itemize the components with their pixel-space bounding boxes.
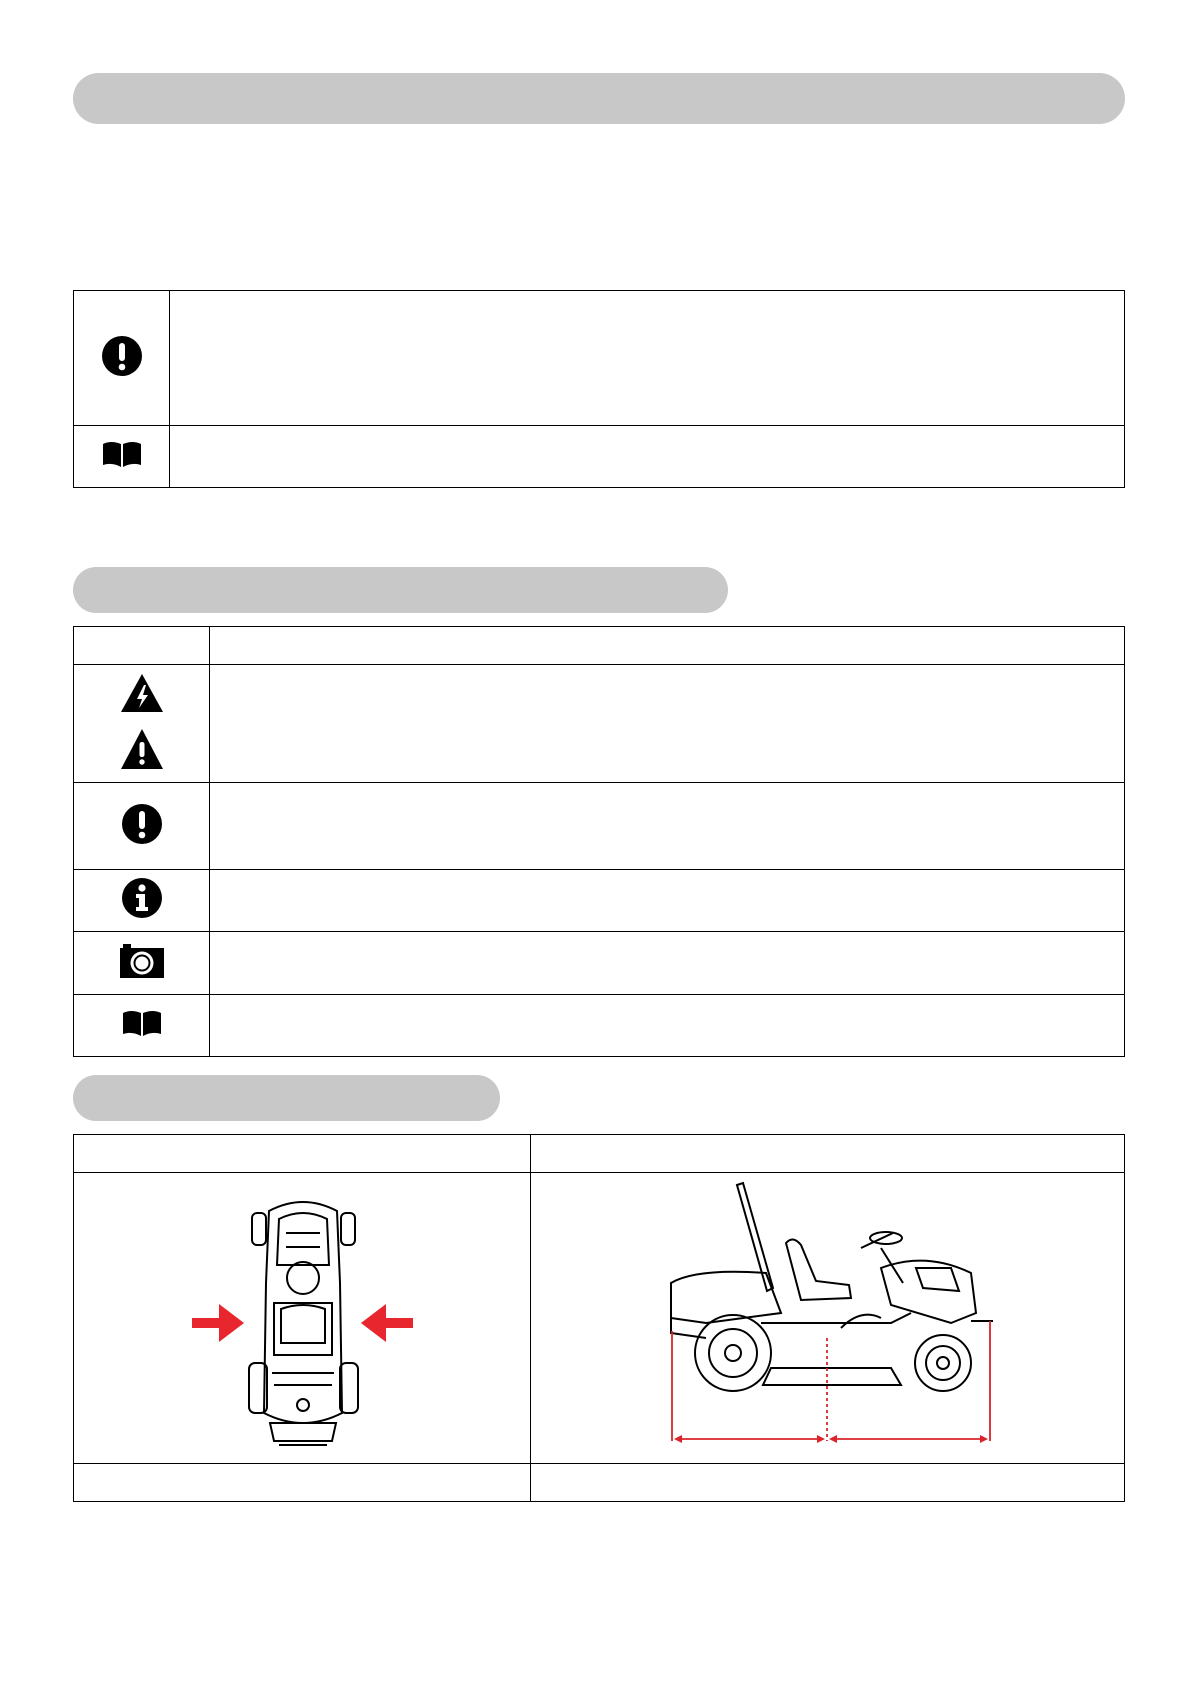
symbol-cell — [74, 932, 210, 995]
info-circle-icon — [122, 878, 162, 918]
right-arrow-icon — [361, 1304, 413, 1342]
symbol-column-header — [74, 627, 210, 665]
top-view-figure-cell — [74, 1173, 531, 1464]
camera-icon — [120, 944, 164, 978]
mower-top-view-illustration — [74, 1173, 531, 1463]
notice-row — [74, 291, 1125, 426]
orientation-header-right — [531, 1135, 1125, 1173]
symbol-cell — [74, 783, 210, 870]
orientation-footer-right — [531, 1464, 1125, 1502]
orientation-footer-row — [74, 1464, 1125, 1502]
side-view-figure-cell — [531, 1173, 1125, 1464]
symbol-cell — [74, 995, 210, 1057]
meaning-cell — [210, 995, 1125, 1057]
symbol-cell — [74, 870, 210, 932]
notice-row — [74, 426, 1125, 488]
header-bar — [73, 73, 1125, 124]
mower-side-view-illustration — [531, 1173, 1126, 1463]
orientation-footer-left — [74, 1464, 531, 1502]
symbol-cell — [74, 665, 210, 783]
exclamation-circle-icon — [102, 336, 142, 376]
symbols-table — [73, 626, 1125, 1057]
exclamation-circle-icon — [122, 804, 162, 844]
meaning-cell — [210, 665, 1125, 783]
orientation-header-row — [74, 1135, 1125, 1173]
orientation-section-bar — [73, 1075, 500, 1121]
table-row — [74, 783, 1125, 870]
meaning-column-header — [210, 627, 1125, 665]
orientation-table — [73, 1134, 1125, 1502]
notice-icon-cell — [74, 426, 170, 488]
electric-warning-icon — [121, 674, 163, 712]
left-arrow-icon — [192, 1304, 244, 1342]
meaning-cell — [210, 932, 1125, 995]
orientation-header-left — [74, 1135, 531, 1173]
symbols-section-bar — [73, 567, 728, 613]
meaning-cell — [210, 783, 1125, 870]
table-row — [74, 870, 1125, 932]
open-book-icon — [123, 1010, 161, 1036]
orientation-figure-row — [74, 1173, 1125, 1464]
notice-icon-cell — [74, 291, 170, 426]
table-row — [74, 932, 1125, 995]
meaning-cell — [210, 870, 1125, 932]
table-row — [74, 995, 1125, 1057]
notice-text-cell — [170, 291, 1125, 426]
warning-triangle-icon — [121, 729, 163, 769]
open-book-icon — [103, 441, 141, 467]
notice-text-cell — [170, 426, 1125, 488]
notice-table — [73, 290, 1125, 488]
table-row — [74, 665, 1125, 783]
symbols-header-row — [74, 627, 1125, 665]
